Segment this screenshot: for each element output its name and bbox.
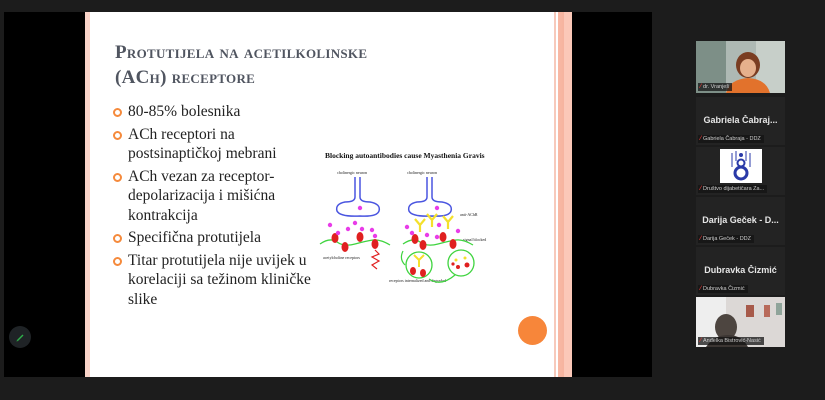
participant-display-name: Darija Geček - D... xyxy=(702,215,779,225)
label-neuron-left: cholinergic neuron xyxy=(337,170,368,175)
pencil-icon xyxy=(14,331,26,343)
participant-name-tag: ⁄ dr. Vranješ xyxy=(698,83,732,91)
mic-muted-icon: ⁄ xyxy=(700,338,702,344)
bullet-icon xyxy=(113,131,122,140)
organization-logo xyxy=(720,149,762,183)
annotate-button[interactable] xyxy=(9,326,31,348)
bullet-icon xyxy=(113,257,122,266)
presentation-slide xyxy=(85,12,572,377)
mic-muted-icon: ⁄ xyxy=(700,186,702,192)
participant-tile[interactable] xyxy=(696,147,785,195)
mic-muted-icon: ⁄ xyxy=(700,236,702,242)
slide-title-line2: (ACh) receptore xyxy=(115,67,256,88)
participant-tile[interactable] xyxy=(696,41,785,93)
mic-muted-icon: ⁄ xyxy=(700,286,702,292)
bullet-item: Titar protutijela nije uvijek u korelaciji sa težinom kliničke slike xyxy=(113,251,323,310)
bullet-item: Specifična protutijela xyxy=(113,228,323,248)
slide-title-line1: Protutijela na acetilkolinske xyxy=(115,42,368,63)
participant-tile[interactable] xyxy=(696,297,785,347)
label-degraded: receptors internalized and degraded xyxy=(389,278,446,283)
label-signal-blocked: signal blocked xyxy=(463,237,487,242)
slide-title xyxy=(115,40,535,90)
diagram-title: Blocking autoantibodies cause Myasthenia Gravis xyxy=(325,151,485,160)
myasthenia-diagram xyxy=(315,147,525,297)
bullet-list xyxy=(113,102,323,312)
participants-panel xyxy=(690,35,790,355)
participant-display-name: Dubravka Čizmić xyxy=(704,265,777,275)
diagram-graphic xyxy=(315,147,525,297)
participant-display-name: Gabriela Čabraj... xyxy=(703,115,778,125)
participant-name-tag: ⁄ Anđelka Bistrović-Nasić xyxy=(698,337,764,345)
bullet-icon xyxy=(113,173,122,182)
bullet-item: 80-85% bolesnika xyxy=(113,102,323,122)
bullet-item: ACh vezan za receptor- depolarizacija i mišićna kontrakcija xyxy=(113,167,323,226)
mic-muted-icon: ⁄ xyxy=(700,84,702,90)
bullet-icon xyxy=(113,234,122,243)
participant-tile[interactable] xyxy=(696,197,785,245)
label-receptors: acetylcholine receptors xyxy=(323,255,360,260)
bullet-icon xyxy=(113,108,122,117)
label-anti-achr: anti-AChR xyxy=(460,212,478,217)
slide-decoration-circle xyxy=(518,316,547,345)
participant-name-tag: ⁄ Dubravka Čizmić xyxy=(698,285,748,293)
participant-name-tag: ⁄ Gabriela Čabraja - DDZ xyxy=(698,135,764,143)
participant-name-tag: ⁄ Društvo dijabetičara Za... xyxy=(698,185,767,193)
participant-name-tag: ⁄ Darija Geček - DDZ xyxy=(698,235,754,243)
mic-muted-icon: ⁄ xyxy=(700,136,702,142)
bullet-item: ACh receptori na postsinaptičkoj mebrani xyxy=(113,125,323,164)
participant-tile[interactable] xyxy=(696,247,785,295)
label-neuron-right: cholinergic neuron xyxy=(407,170,438,175)
slide-left-border xyxy=(85,12,90,377)
participant-tile[interactable] xyxy=(696,97,785,145)
slide-right-border xyxy=(552,12,572,377)
